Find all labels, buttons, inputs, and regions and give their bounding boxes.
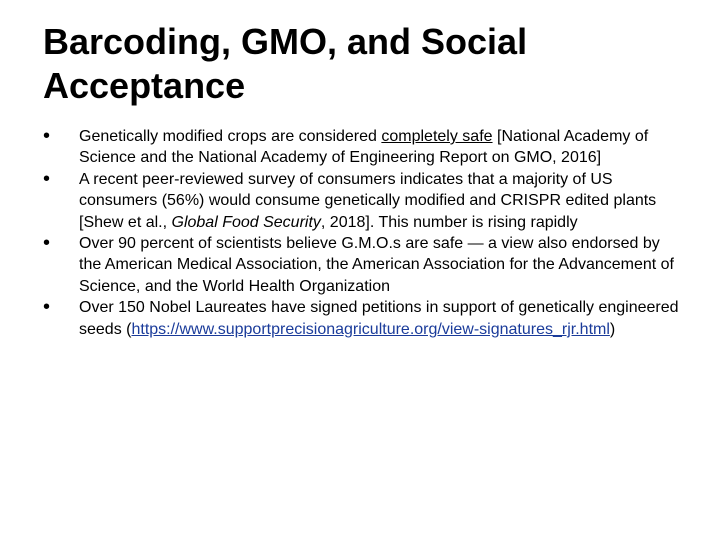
underlined-phrase: completely safe	[381, 128, 493, 145]
bullet-item-safety	[43, 126, 683, 169]
bullet-item-nobel	[43, 297, 683, 340]
bullet-text: Over 90 percent of scientists believe G.M.O.s are safe — a view also endorsed by the American Medical Association, the American Association for the Advancement of Science, and the World Health Organization	[79, 235, 674, 295]
bullet-text: Genetically modified crops are considered	[79, 128, 382, 145]
bullet-icon: •	[43, 125, 51, 147]
bullet-text: A recent peer-reviewed survey of consumers indicates that a majority of US consumers (56%) would consume genetically modified and CRISPR edited plants [Shew et al.,	[79, 170, 657, 231]
bullet-item-scientists	[43, 233, 683, 297]
bullet-item-survey	[43, 169, 683, 233]
bullet-icon: •	[43, 232, 51, 255]
bullet-icon: •	[43, 296, 51, 319]
bullet-icon: •	[43, 167, 51, 190]
journal-title: Global Food Security	[171, 213, 321, 231]
bullet-text: [National Academy of Science and the National Academy of Engineering Report on GMO, 2016]	[79, 128, 649, 167]
slide-title: Barcoding, GMO, and Social Acceptance	[43, 21, 528, 106]
bullet-list	[43, 126, 683, 340]
bullet-text: , 2018]. This number is rising rapidly	[320, 213, 578, 231]
petition-link[interactable]: https://www.supportprecisionagriculture.org/view-signatures_rjr.html	[131, 320, 610, 338]
bullet-text: )	[609, 320, 616, 338]
bullet-text: Over 150 Nobel Laureates have signed petitions in support of genetically engineered seeds (	[79, 299, 679, 338]
